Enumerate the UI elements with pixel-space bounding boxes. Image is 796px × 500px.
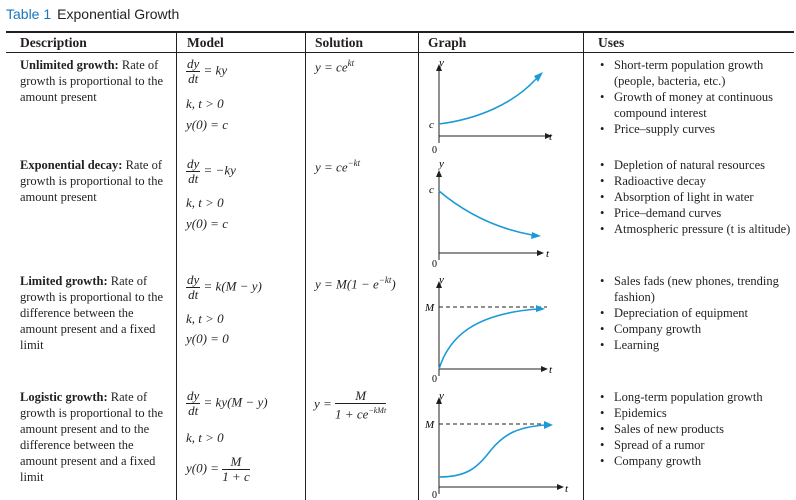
list-item: • Spread of a rumor <box>598 437 794 453</box>
limit-label: M <box>425 419 435 431</box>
model-condition: k, t > 0 <box>186 96 224 111</box>
list-item: • Absorption of light in water <box>598 189 794 205</box>
growth-curve <box>439 79 536 124</box>
model-numerator: dy <box>187 56 200 71</box>
row-description <box>20 389 165 485</box>
solution-formula <box>315 58 354 75</box>
y-axis-label: y <box>439 158 444 170</box>
model-condition: k, t > 0 <box>186 195 224 210</box>
top-rule <box>6 31 794 33</box>
table-title: Exponential Growth <box>57 6 180 22</box>
model-initial <box>186 455 250 484</box>
curve-arrow <box>544 421 553 429</box>
row-text: Rate of growth is proportional to the amount present <box>20 58 164 104</box>
list-item: • Epidemics <box>598 405 794 421</box>
solution-formula <box>315 275 396 292</box>
solution-base: y = M(1 − e <box>315 276 379 292</box>
t-axis-label: t <box>549 131 553 143</box>
row-description <box>20 57 165 105</box>
model-initial: y(0) = c <box>186 117 228 132</box>
header-model: Model <box>187 35 224 50</box>
model-numerator: dy <box>187 388 200 403</box>
row-text: Rate of growth is proportional to the amount present and to the difference between the amount present and a fixed limit <box>20 390 164 484</box>
graph-logistic-growth <box>419 388 583 500</box>
model-initial-denominator: 1 + c <box>222 469 250 484</box>
origin-label: 0 <box>432 374 437 384</box>
model-condition: k, t > 0 <box>186 430 224 445</box>
list-item: • Long-term population growth <box>598 389 794 405</box>
limit-label: M <box>425 302 435 314</box>
solution-base: y = ce <box>315 159 348 175</box>
row-title: Limited growth: <box>20 274 108 288</box>
graph-limited-growth <box>419 272 583 384</box>
uses-list <box>598 389 794 469</box>
t-axis-arrow <box>541 366 548 372</box>
graph-exponential-decay <box>419 155 583 270</box>
t-axis-label: t <box>549 364 553 376</box>
uses-list <box>598 157 794 237</box>
model-numerator: dy <box>187 156 200 171</box>
uses-list <box>598 57 794 137</box>
model-initial: y(0) = c <box>186 216 228 231</box>
initial-value-label: c <box>429 119 434 131</box>
row-description <box>20 157 165 205</box>
model-condition: k, t > 0 <box>186 311 224 326</box>
header-graph: Graph <box>428 35 467 50</box>
solution-denominator: 1 + ce <box>335 406 369 422</box>
list-item: • Sales of new products <box>598 421 794 437</box>
model-rhs: = −ky <box>203 162 236 178</box>
t-axis-label: t <box>546 248 550 260</box>
header-rule <box>6 52 794 53</box>
model-equation <box>186 57 227 86</box>
row-title: Exponential decay: <box>20 158 123 172</box>
initial-value-label: c <box>429 184 434 196</box>
origin-label: 0 <box>432 490 437 500</box>
uses-list <box>598 273 794 353</box>
table-label: Table 1 <box>6 6 52 22</box>
column-divider <box>583 33 584 500</box>
list-item: • Short-term population growth (people, bacteria, etc.) <box>598 57 794 89</box>
y-axis-label: y <box>439 274 444 286</box>
logistic-curve <box>439 425 545 477</box>
solution-exponent: −kt <box>347 158 361 168</box>
solution-formula <box>315 158 360 175</box>
solution-exponent: −kMt <box>368 406 387 415</box>
model-rhs: = ky(M − y) <box>203 394 268 410</box>
limited-growth-curve <box>439 309 537 369</box>
list-item: • Sales fads (new phones, trending fashion) <box>598 273 794 305</box>
model-rhs: = k(M − y) <box>203 278 262 294</box>
y-axis-label: y <box>439 390 444 402</box>
curve-arrow <box>531 232 541 239</box>
model-initial: y(0) = 0 <box>186 331 229 346</box>
model-rhs: = ky <box>203 62 228 78</box>
t-axis-arrow <box>557 484 564 490</box>
list-item: • Company growth <box>598 453 794 469</box>
row-text: Rate of growth is proportional to the amount present <box>20 158 164 204</box>
row-title: Logistic growth: <box>20 390 108 404</box>
row-title: Unlimited growth: <box>20 58 119 72</box>
solution-exponent: kt <box>347 58 355 68</box>
list-item: • Company growth <box>598 321 794 337</box>
list-item: • Depletion of natural resources <box>598 157 794 173</box>
solution-tail: ) <box>391 276 396 292</box>
model-denominator: dt <box>188 403 199 418</box>
list-item: • Learning <box>598 337 794 353</box>
curve-arrow <box>536 305 545 312</box>
solution-base: y = <box>314 396 332 412</box>
graph-unlimited-growth <box>419 55 583 155</box>
header-uses: Uses <box>598 35 625 50</box>
solution-exponent: −kt <box>378 275 392 285</box>
decay-curve <box>439 191 532 235</box>
list-item: • Growth of money at continuous compound interest <box>598 89 794 121</box>
row-description <box>20 273 165 353</box>
origin-label: 0 <box>432 145 437 155</box>
header-solution: Solution <box>315 35 364 50</box>
list-item: • Radioactive decay <box>598 173 794 189</box>
list-item: • Price–demand curves <box>598 205 794 221</box>
list-item: • Atmospheric pressure (t is altitude) <box>598 221 794 237</box>
model-denominator: dt <box>188 287 199 302</box>
model-equation <box>186 273 262 302</box>
origin-label: 0 <box>432 259 437 270</box>
column-divider <box>305 33 306 500</box>
t-axis-arrow <box>537 250 544 256</box>
t-axis-label: t <box>565 483 569 495</box>
header-description: Description <box>20 35 87 50</box>
model-numerator: dy <box>187 272 200 287</box>
table-caption <box>6 6 179 22</box>
list-item: • Depreciation of equipment <box>598 305 794 321</box>
solution-base: y = ce <box>315 59 348 75</box>
solution-formula <box>314 389 386 421</box>
list-item: • Price–supply curves <box>598 121 794 137</box>
model-equation <box>186 389 268 418</box>
y-axis-arrow <box>436 170 442 177</box>
model-denominator: dt <box>188 71 199 86</box>
solution-numerator: M <box>335 389 386 404</box>
model-initial-lhs: y(0) = <box>186 460 219 476</box>
model-denominator: dt <box>188 171 199 186</box>
y-axis-label: y <box>439 57 444 69</box>
row-text: Rate of growth is proportional to the difference between the amount present and a fixed limit <box>20 274 164 352</box>
column-divider <box>176 33 177 500</box>
model-equation <box>186 157 236 186</box>
model-initial-numerator: M <box>222 455 250 470</box>
